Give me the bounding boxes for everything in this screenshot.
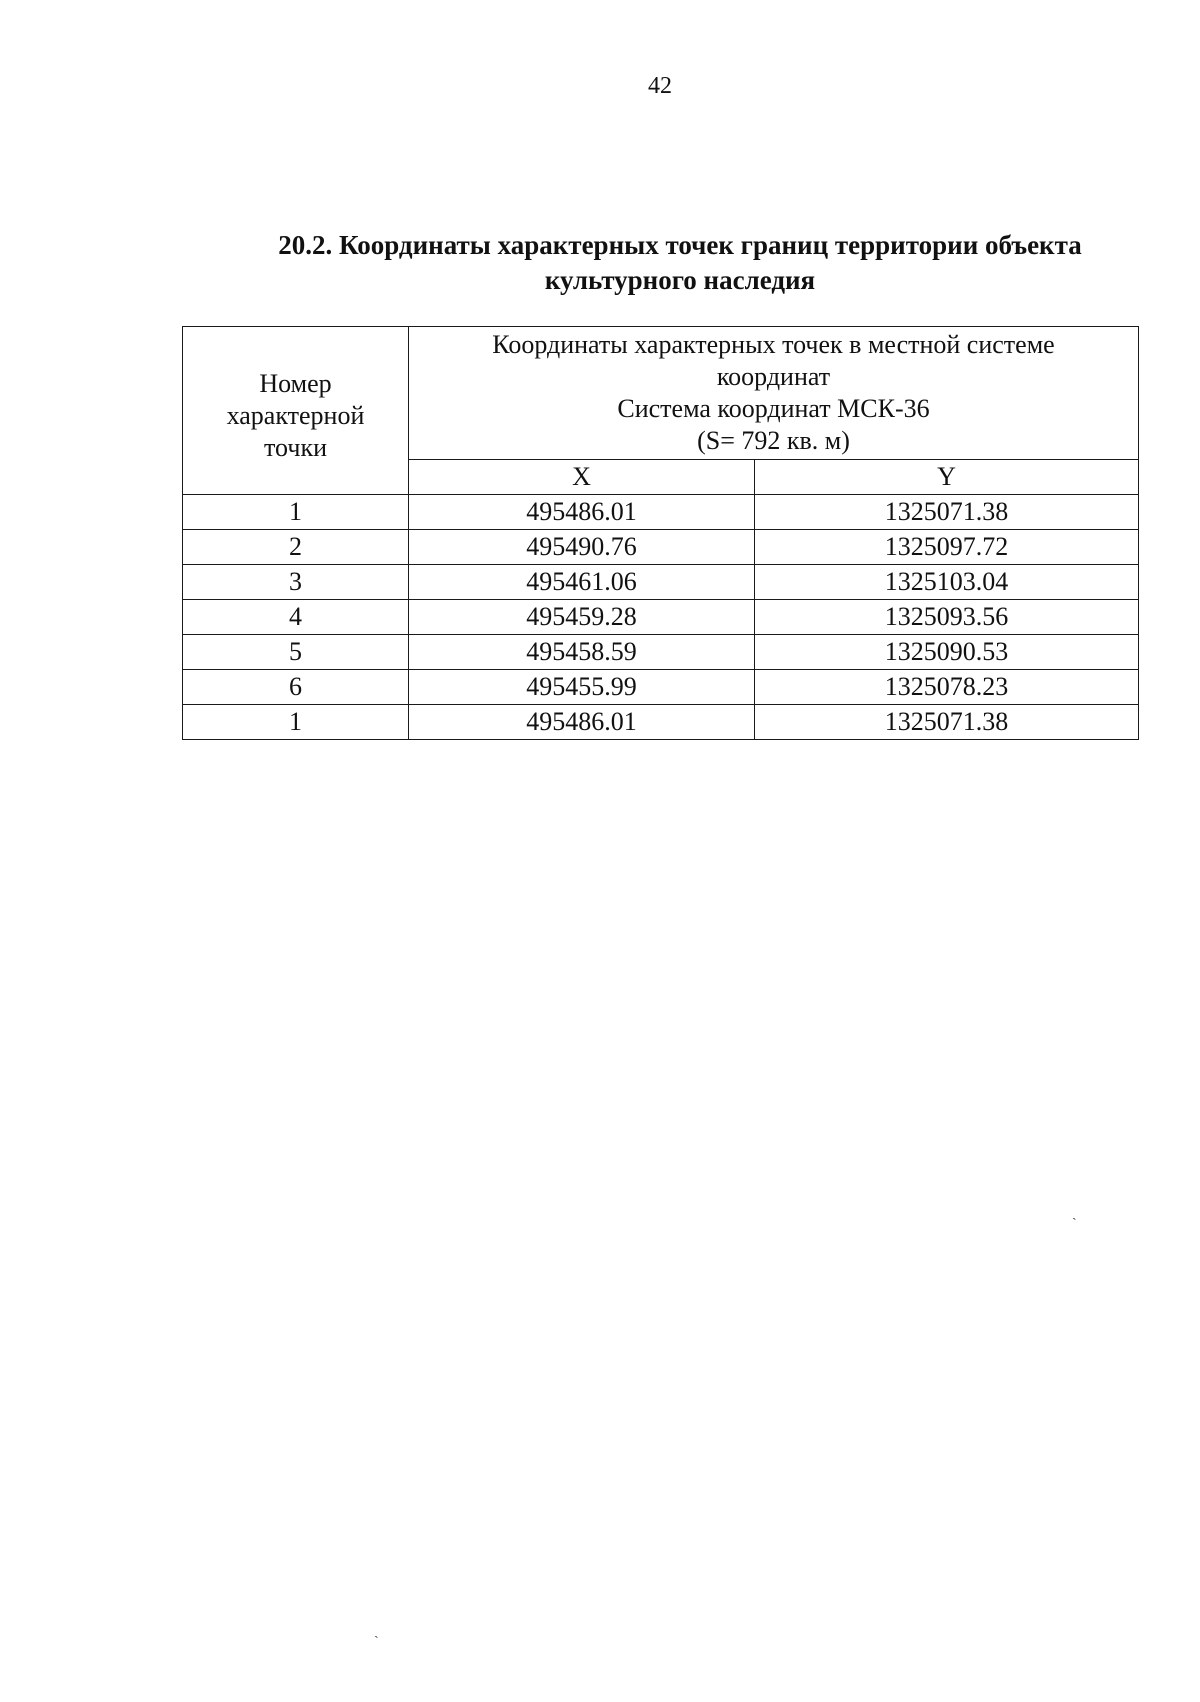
header-point-number	[183, 327, 409, 495]
y-cell: 1325078.23	[755, 670, 1139, 705]
point-number-cell: 6	[183, 670, 409, 705]
x-cell: 495459.28	[409, 600, 755, 635]
header-coordinates	[409, 327, 1139, 460]
table-row	[183, 530, 1139, 565]
header-point-line: Номер	[259, 368, 332, 398]
y-cell: 1325093.56	[755, 600, 1139, 635]
x-cell: 495461.06	[409, 565, 755, 600]
x-cell: 495455.99	[409, 670, 755, 705]
y-cell: 1325071.38	[755, 495, 1139, 530]
header-coordinates-line: Координаты характерных точек в местной системе	[492, 330, 1055, 359]
point-number-cell: 1	[183, 705, 409, 740]
page-number: 42	[648, 73, 672, 99]
table-row	[183, 600, 1139, 635]
section-title	[180, 228, 1180, 298]
table-row	[183, 635, 1139, 670]
header-coordinates-line: (S= 792 кв. м)	[697, 426, 850, 455]
point-number-cell: 2	[183, 530, 409, 565]
header-point-line: характерной	[226, 400, 365, 430]
point-number-cell: 4	[183, 600, 409, 635]
header-y: Y	[755, 460, 1139, 495]
section-title-line-2: культурного наследия	[544, 265, 816, 295]
x-cell: 495486.01	[409, 705, 755, 740]
point-number-cell: 1	[183, 495, 409, 530]
header-coordinates-line: координат	[716, 362, 831, 391]
x-cell: 495486.01	[409, 495, 755, 530]
y-cell: 1325090.53	[755, 635, 1139, 670]
header-coordinates-line: Система координат МСК-36	[617, 394, 930, 423]
table-row	[183, 705, 1139, 740]
y-cell: 1325103.04	[755, 565, 1139, 600]
scan-speck: ˏ	[1072, 1206, 1077, 1221]
y-cell: 1325097.72	[755, 530, 1139, 565]
section-title-line-1: 20.2. Координаты характерных точек границ территории объекта	[278, 230, 1082, 260]
table-row	[183, 495, 1139, 530]
point-number-cell: 3	[183, 565, 409, 600]
table-row	[183, 565, 1139, 600]
y-cell: 1325071.38	[755, 705, 1139, 740]
scan-speck: ˎ	[374, 1624, 379, 1639]
x-cell: 495490.76	[409, 530, 755, 565]
table-header-row	[183, 327, 1139, 460]
point-number-cell: 5	[183, 635, 409, 670]
coordinates-table	[182, 326, 1139, 740]
header-x: X	[409, 460, 755, 495]
x-cell: 495458.59	[409, 635, 755, 670]
table-row	[183, 670, 1139, 705]
header-point-line: точки	[264, 432, 327, 462]
